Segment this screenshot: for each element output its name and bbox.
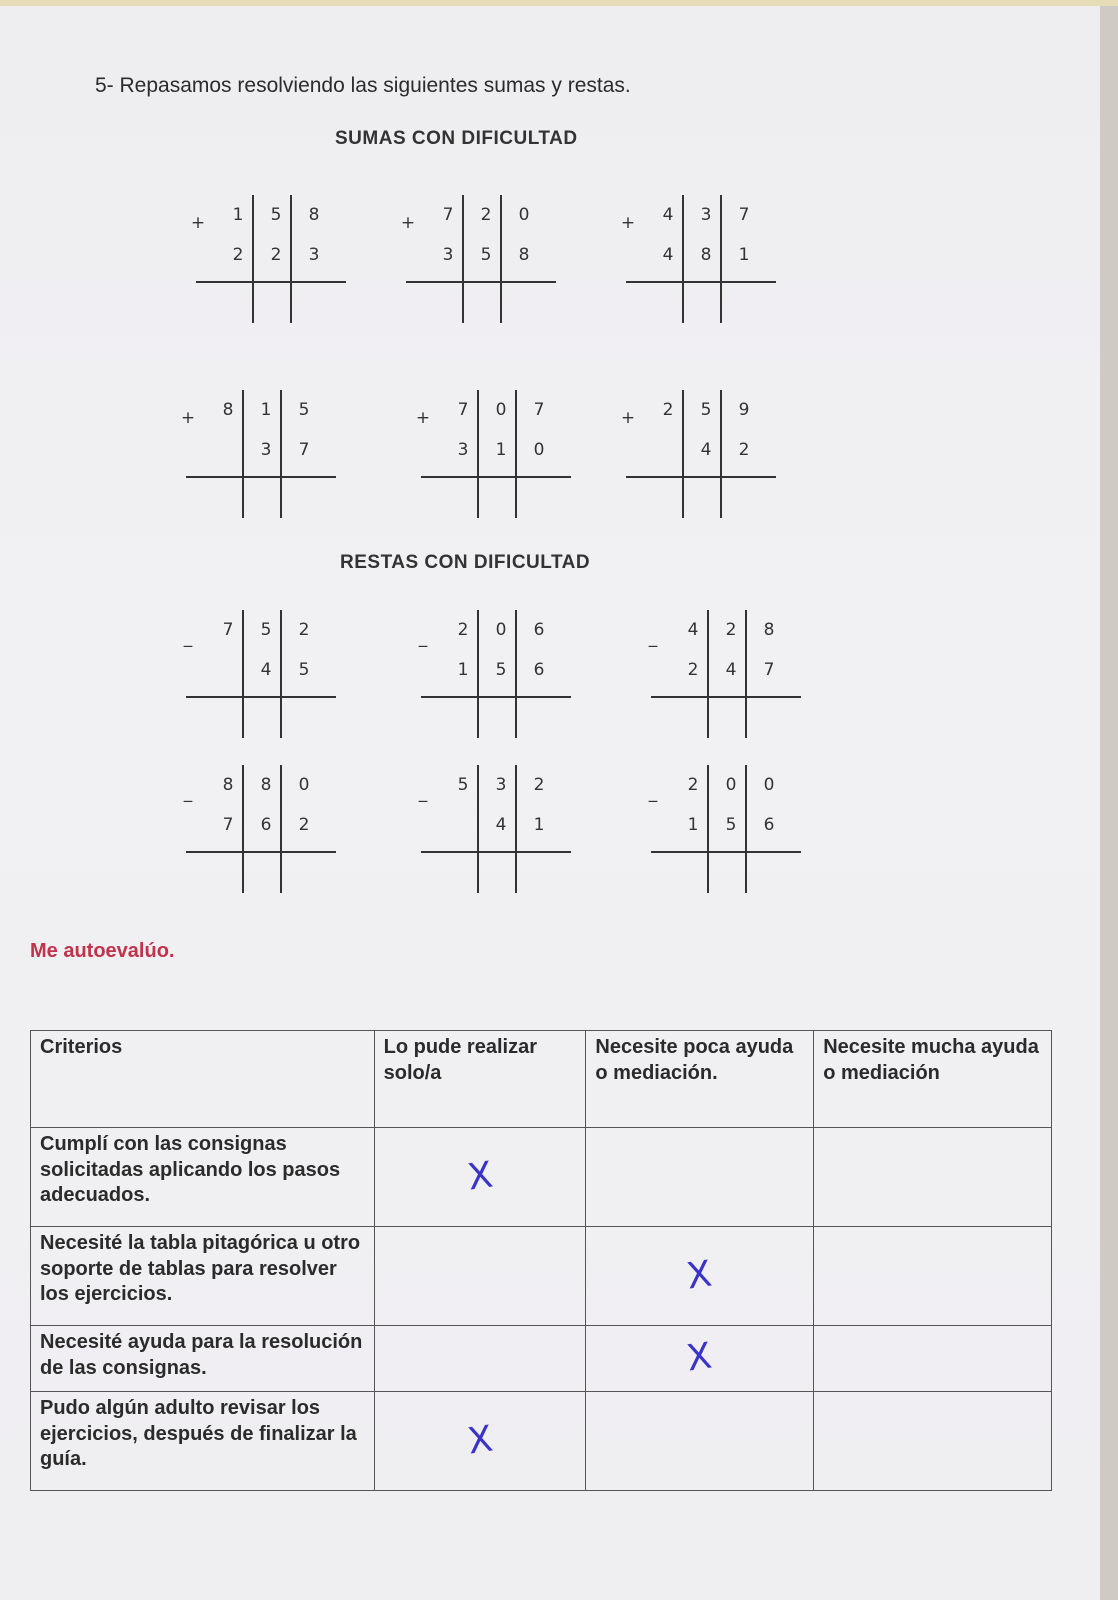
minus-sign: _ — [183, 783, 193, 803]
digit-bottom: 4 — [495, 815, 507, 835]
self-eval-title: Me autoevalúo. — [30, 940, 175, 962]
digit-bottom: 2 — [738, 440, 750, 460]
digit-top: 7 — [222, 620, 234, 640]
handwritten-x-mark: X — [684, 1253, 715, 1298]
addition-problem — [620, 390, 790, 530]
digit-top: 2 — [687, 775, 699, 795]
result-line — [406, 281, 556, 283]
addition-problem — [190, 195, 360, 335]
column-divider — [242, 390, 244, 518]
subtraction-problem — [415, 765, 585, 905]
digit-top: 4 — [662, 205, 674, 225]
result-line — [186, 476, 336, 478]
mark-cell[interactable] — [814, 1392, 1052, 1491]
subtraction-problem — [415, 610, 585, 750]
digit-bottom: 3 — [260, 440, 272, 460]
digit-top: 2 — [725, 620, 737, 640]
digit-bottom: 0 — [533, 440, 545, 460]
sumas-title: SUMAS CON DIFICULTAD — [335, 128, 578, 149]
digit-top: 5 — [270, 205, 282, 225]
plus-sign: + — [400, 213, 416, 233]
result-line — [421, 696, 571, 698]
restas-title: RESTAS CON DIFICULTAD — [340, 552, 591, 573]
plus-sign: + — [190, 213, 206, 233]
subtraction-problem — [180, 765, 350, 905]
exercise-heading: 5- Repasamos resolviendo las siguientes sumas y restas. — [95, 74, 631, 97]
mark-cell[interactable] — [814, 1227, 1052, 1326]
column-divider — [515, 765, 517, 893]
digit-top: 0 — [298, 775, 310, 795]
column-divider — [280, 610, 282, 738]
digit-bottom: 2 — [298, 815, 310, 835]
result-line — [651, 851, 801, 853]
column-divider — [682, 195, 684, 323]
digit-top: 2 — [662, 400, 674, 420]
digit-bottom: 7 — [763, 660, 775, 680]
subtraction-problem — [645, 610, 815, 750]
minus-sign: _ — [183, 628, 193, 648]
column-divider — [745, 765, 747, 893]
digit-bottom: 4 — [700, 440, 712, 460]
handwritten-x-mark: X — [464, 1154, 495, 1199]
column-divider — [280, 765, 282, 893]
digit-bottom: 1 — [687, 815, 699, 835]
column-divider — [745, 610, 747, 738]
digit-bottom: 5 — [495, 660, 507, 680]
digit-bottom: 1 — [738, 245, 750, 265]
digit-bottom: 8 — [700, 245, 712, 265]
digit-bottom: 3 — [442, 245, 454, 265]
criterion-cell: Necesité la tabla pitagórica u otro soporte de tablas para resolver los ejercicios. — [31, 1227, 375, 1326]
mark-cell[interactable] — [586, 1392, 814, 1491]
table-row — [31, 1326, 1052, 1392]
header-solo: Lo pude realizar solo/a — [374, 1031, 586, 1128]
digit-bottom: 5 — [480, 245, 492, 265]
column-divider — [707, 765, 709, 893]
digit-bottom: 6 — [533, 660, 545, 680]
mark-cell[interactable] — [586, 1326, 814, 1392]
addition-problem — [415, 390, 585, 530]
digit-top: 5 — [298, 400, 310, 420]
mark-cell[interactable] — [374, 1326, 586, 1392]
subtraction-problem — [645, 765, 815, 905]
digit-top: 2 — [533, 775, 545, 795]
digit-top: 3 — [495, 775, 507, 795]
digit-top: 0 — [763, 775, 775, 795]
column-divider — [242, 765, 244, 893]
result-line — [196, 281, 346, 283]
digit-bottom: 2 — [687, 660, 699, 680]
column-divider — [280, 390, 282, 518]
digit-top: 1 — [232, 205, 244, 225]
criterion-cell: Cumplí con las consignas solicitadas aplicando los pasos adecuados. — [31, 1128, 375, 1227]
digit-top: 7 — [738, 205, 750, 225]
plus-sign: + — [415, 408, 431, 428]
mark-cell[interactable] — [374, 1392, 586, 1491]
handwritten-x-mark: X — [464, 1418, 495, 1463]
digit-top: 2 — [457, 620, 469, 640]
digit-top: 5 — [457, 775, 469, 795]
digit-top: 8 — [763, 620, 775, 640]
digit-bottom: 1 — [495, 440, 507, 460]
table-header-row — [31, 1031, 1052, 1128]
result-line — [626, 476, 776, 478]
mark-cell[interactable] — [814, 1326, 1052, 1392]
result-line — [186, 696, 336, 698]
column-divider — [477, 610, 479, 738]
header-mucha-ayuda: Necesite mucha ayuda o mediación — [814, 1031, 1052, 1128]
addition-problem — [620, 195, 790, 335]
subtraction-problem — [180, 610, 350, 750]
digit-bottom: 4 — [260, 660, 272, 680]
addition-problem — [400, 195, 570, 335]
mark-cell[interactable] — [586, 1128, 814, 1227]
minus-sign: _ — [648, 628, 658, 648]
header-criterios: Criterios — [31, 1031, 375, 1128]
mark-cell[interactable] — [586, 1227, 814, 1326]
column-divider — [477, 765, 479, 893]
digit-top: 7 — [457, 400, 469, 420]
digit-top: 8 — [308, 205, 320, 225]
digit-top: 0 — [495, 620, 507, 640]
column-divider — [720, 390, 722, 518]
digit-top: 8 — [222, 775, 234, 795]
digit-bottom: 4 — [662, 245, 674, 265]
mark-cell[interactable] — [374, 1128, 586, 1227]
minus-sign: _ — [648, 783, 658, 803]
minus-sign: _ — [418, 628, 428, 648]
result-line — [421, 851, 571, 853]
column-divider — [242, 610, 244, 738]
column-divider — [720, 195, 722, 323]
column-divider — [290, 195, 292, 323]
digit-top: 0 — [495, 400, 507, 420]
column-divider — [500, 195, 502, 323]
column-divider — [462, 195, 464, 323]
mark-cell[interactable] — [814, 1128, 1052, 1227]
table-row — [31, 1392, 1052, 1491]
digit-top: 0 — [518, 205, 530, 225]
table-row — [31, 1128, 1052, 1227]
digit-top: 3 — [700, 205, 712, 225]
self-eval-table — [30, 1030, 1052, 1491]
digit-bottom: 6 — [260, 815, 272, 835]
digit-top: 2 — [480, 205, 492, 225]
digit-top: 1 — [260, 400, 272, 420]
minus-sign: _ — [418, 783, 428, 803]
column-divider — [707, 610, 709, 738]
digit-top: 7 — [533, 400, 545, 420]
digit-top: 8 — [222, 400, 234, 420]
result-line — [421, 476, 571, 478]
page-edge — [1100, 0, 1118, 1600]
handwritten-x-mark: X — [684, 1335, 715, 1380]
column-divider — [682, 390, 684, 518]
digit-bottom: 3 — [308, 245, 320, 265]
digit-top: 4 — [687, 620, 699, 640]
digit-bottom: 2 — [232, 245, 244, 265]
criterion-cell: Pudo algún adulto revisar los ejercicios, después de finalizar la guía. — [31, 1392, 375, 1491]
digit-bottom: 5 — [725, 815, 737, 835]
digit-top: 7 — [442, 205, 454, 225]
digit-bottom: 7 — [298, 440, 310, 460]
digit-top: 6 — [533, 620, 545, 640]
digit-top: 5 — [700, 400, 712, 420]
digit-top: 5 — [260, 620, 272, 640]
result-line — [626, 281, 776, 283]
digit-bottom: 6 — [763, 815, 775, 835]
digit-bottom: 7 — [222, 815, 234, 835]
digit-top: 2 — [298, 620, 310, 640]
digit-top: 0 — [725, 775, 737, 795]
digit-top: 8 — [260, 775, 272, 795]
plus-sign: + — [180, 408, 196, 428]
digit-bottom: 2 — [270, 245, 282, 265]
mark-cell[interactable] — [374, 1227, 586, 1326]
digit-bottom: 5 — [298, 660, 310, 680]
digit-bottom: 1 — [457, 660, 469, 680]
column-divider — [252, 195, 254, 323]
addition-problem — [180, 390, 350, 530]
result-line — [651, 696, 801, 698]
digit-bottom: 1 — [533, 815, 545, 835]
table-row — [31, 1227, 1052, 1326]
result-line — [186, 851, 336, 853]
criterion-cell: Necesité ayuda para la resolución de las consignas. — [31, 1326, 375, 1392]
column-divider — [477, 390, 479, 518]
column-divider — [515, 610, 517, 738]
column-divider — [515, 390, 517, 518]
page-top-strip — [0, 0, 1118, 6]
digit-bottom: 8 — [518, 245, 530, 265]
plus-sign: + — [620, 408, 636, 428]
plus-sign: + — [620, 213, 636, 233]
header-poca-ayuda: Necesite poca ayuda o mediación. — [586, 1031, 814, 1128]
digit-bottom: 3 — [457, 440, 469, 460]
digit-top: 9 — [738, 400, 750, 420]
digit-bottom: 4 — [725, 660, 737, 680]
